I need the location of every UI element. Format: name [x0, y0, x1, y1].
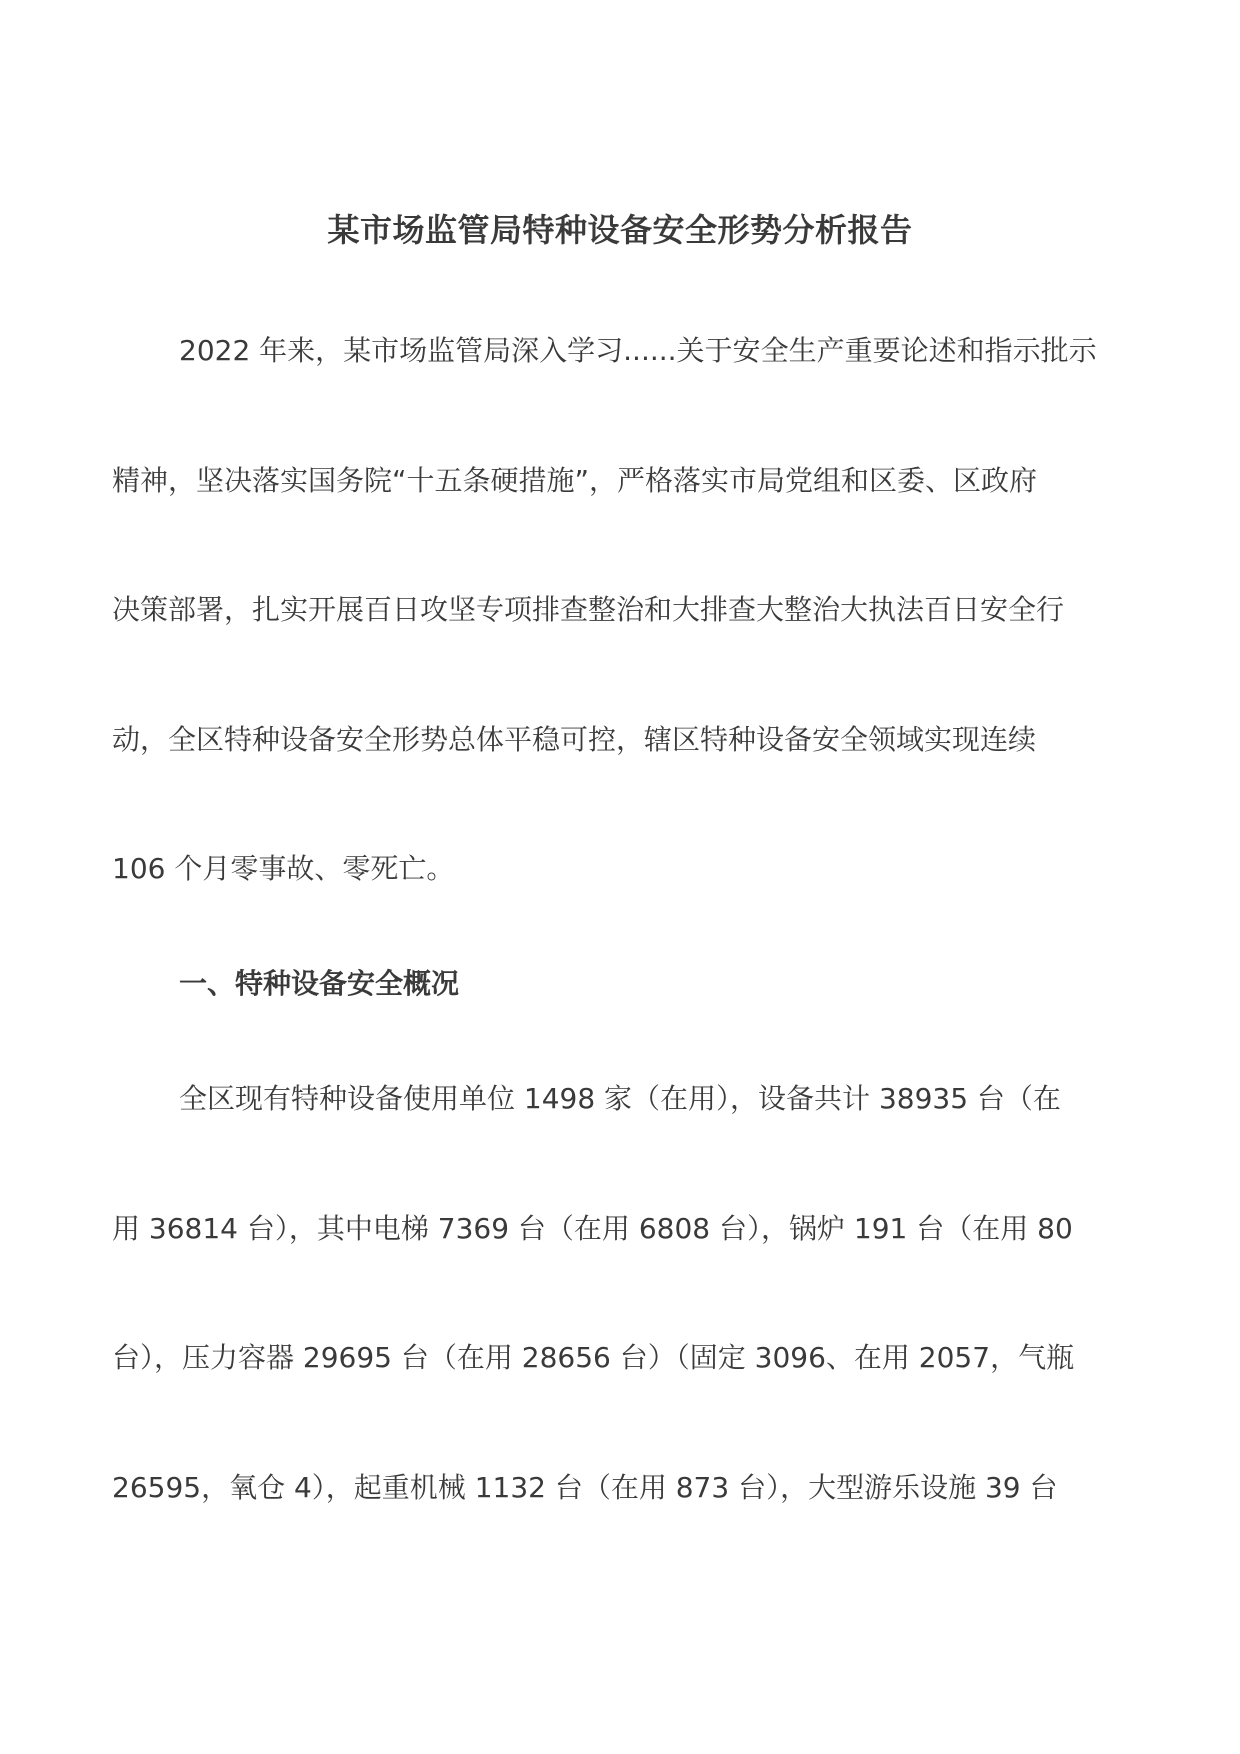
paragraph-1-line-2: 精神，坚决落实国务院“十五条硬措施”，严格落实市局党组和区委、区政府 [112, 464, 1038, 497]
document-title: 某市场监管局特种设备安全形势分析报告 [327, 211, 913, 249]
paragraph-2-line-3: 台），压力容器 29695 台（在用 28656 台）（固定 3096、在用 2057，气瓶 [112, 1341, 1075, 1374]
section-1-heading: 一、特种设备安全概况 [179, 967, 460, 1000]
paragraph-2-line-2: 用 36814 台），其中电梯 7369 台（在用 6808 台），锅炉 191 台（在用 80 [112, 1212, 1073, 1245]
paragraph-2-line-1: 全区现有特种设备使用单位 1498 家（在用），设备共计 38935 台（在 [179, 1082, 1061, 1115]
paragraph-1-line-1: 2022 年来，某市场监管局深入学习......关于安全生产重要论述和指示批示 [179, 334, 1097, 367]
paragraph-2-line-4: 26595，氧仓 4），起重机械 1132 台（在用 873 台），大型游乐设施 39 台 [112, 1471, 1058, 1504]
paragraph-1-line-5: 106 个月零事故、零死亡。 [112, 852, 455, 885]
paragraph-1-line-3: 决策部署，扎实开展百日攻坚专项排查整治和大排查大整治大执法百日安全行 [112, 593, 1065, 626]
paragraph-1-line-4: 动，全区特种设备安全形势总体平稳可控，辖区特种设备安全领域实现连续 [112, 723, 1037, 756]
